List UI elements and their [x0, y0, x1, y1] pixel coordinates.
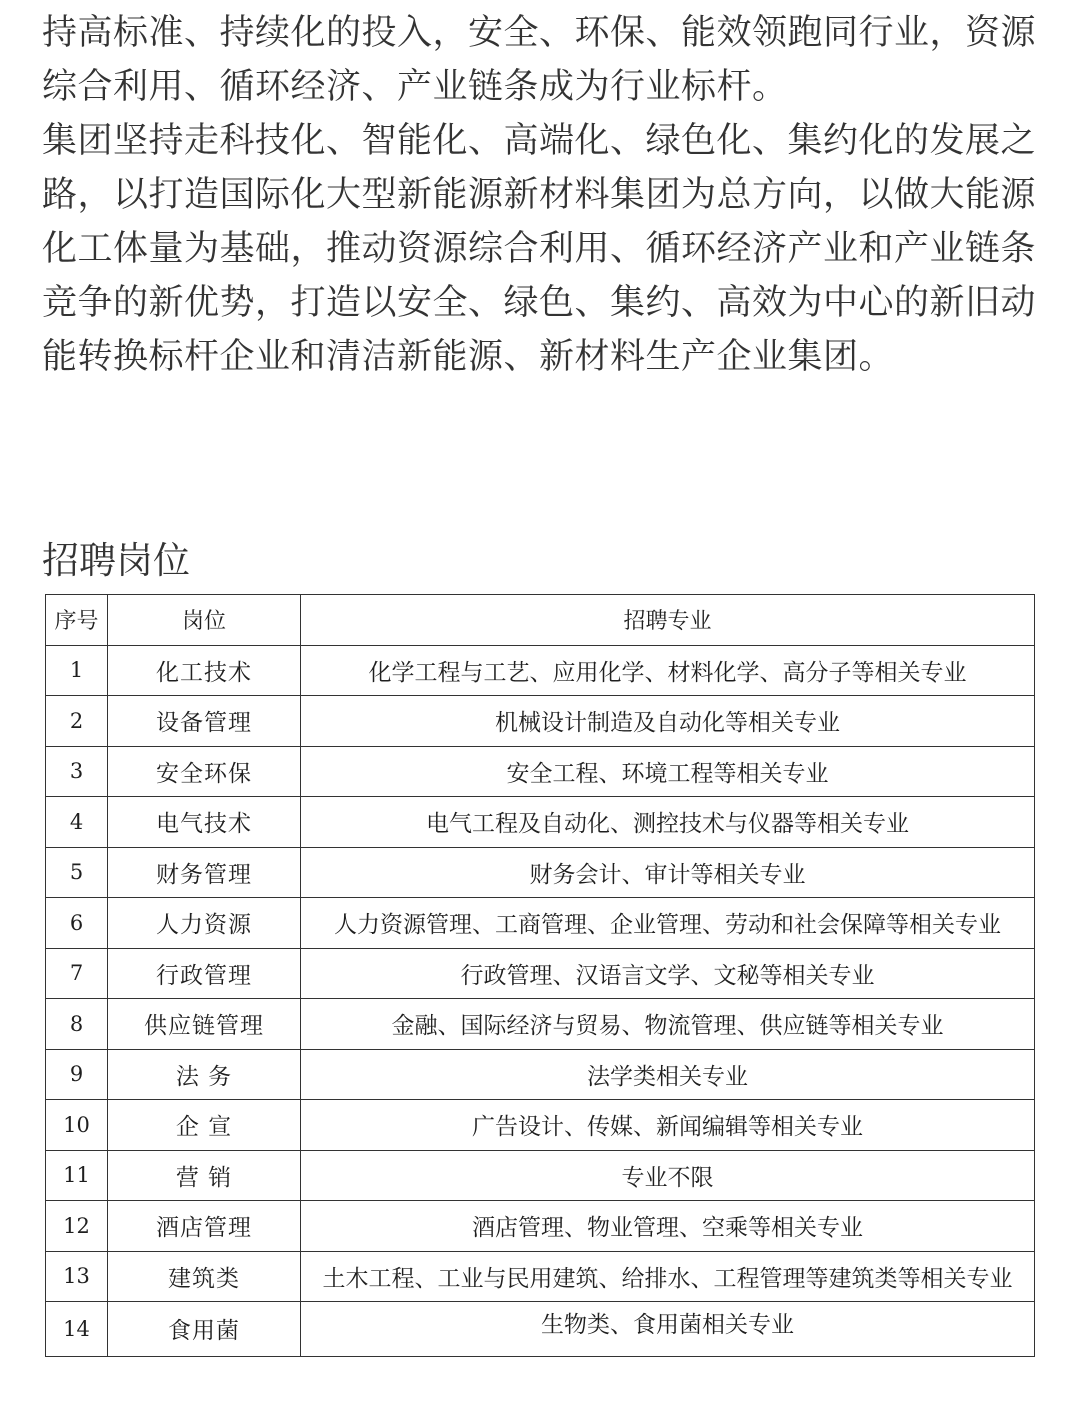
- row-number: 13: [46, 1251, 108, 1302]
- row-number: 1: [46, 645, 108, 696]
- row-major: 机械设计制造及自动化等相关专业: [301, 696, 1035, 747]
- row-major: 财务会计、审计等相关专业: [301, 847, 1035, 898]
- header-major: 招聘专业: [301, 595, 1035, 646]
- row-position: 酒店管理: [108, 1201, 301, 1252]
- row-number: 3: [46, 746, 108, 797]
- row-major: 安全工程、环境工程等相关专业: [301, 746, 1035, 797]
- row-number: 4: [46, 797, 108, 848]
- table-row: [46, 1201, 1035, 1252]
- recruitment-table: [45, 594, 1035, 1357]
- row-major: 法学类相关专业: [301, 1049, 1035, 1100]
- row-number: 11: [46, 1150, 108, 1201]
- intro-paragraph-1: 持高标准、持续化的投入，安全、环保、能效领跑同行业，资源综合利用、循环经济、产业链条成为行业标杆。: [42, 13, 1037, 107]
- table-row: [46, 645, 1035, 696]
- table-row: [46, 1100, 1035, 1151]
- row-position: 财务管理: [108, 847, 301, 898]
- header-serial-number: 序号: [46, 595, 108, 646]
- row-number: 10: [46, 1100, 108, 1151]
- row-position: 化工技术: [108, 645, 301, 696]
- row-number: 9: [46, 1049, 108, 1100]
- row-major: 土木工程、工业与民用建筑、给排水、工程管理等建筑类等相关专业: [301, 1251, 1035, 1302]
- row-position: 建筑类: [108, 1251, 301, 1302]
- row-major: 生物类、食用菌相关专业: [301, 1302, 1035, 1357]
- table-row: [46, 948, 1035, 999]
- table-row: [46, 696, 1035, 747]
- row-position: 食用菌: [108, 1302, 301, 1357]
- table-row: [46, 1150, 1035, 1201]
- row-position: 电气技术: [108, 797, 301, 848]
- row-position: 行政管理: [108, 948, 301, 999]
- row-number: 8: [46, 999, 108, 1050]
- row-number: 14: [46, 1302, 108, 1357]
- row-major: 行政管理、汉语言文学、文秘等相关专业: [301, 948, 1035, 999]
- section-title: 招聘岗位: [42, 539, 190, 582]
- row-position: 安全环保: [108, 746, 301, 797]
- table-row: [46, 898, 1035, 949]
- row-position: 供应链管理: [108, 999, 301, 1050]
- table-row: [46, 847, 1035, 898]
- table-header-row: [46, 595, 1035, 646]
- row-number: 7: [46, 948, 108, 999]
- row-major: 电气工程及自动化、测控技术与仪器等相关专业: [301, 797, 1035, 848]
- table-row: [46, 999, 1035, 1050]
- row-major: 化学工程与工艺、应用化学、材料化学、高分子等相关专业: [301, 645, 1035, 696]
- row-major: 专业不限: [301, 1150, 1035, 1201]
- row-number: 12: [46, 1201, 108, 1252]
- row-position: 营 销: [108, 1150, 301, 1201]
- row-number: 2: [46, 696, 108, 747]
- table-row: [46, 797, 1035, 848]
- table-row: [46, 1251, 1035, 1302]
- row-number: 5: [46, 847, 108, 898]
- row-major: 人力资源管理、工商管理、企业管理、劳动和社会保障等相关专业: [301, 898, 1035, 949]
- row-position: 设备管理: [108, 696, 301, 747]
- table-row: [46, 746, 1035, 797]
- table-row: [46, 1302, 1035, 1357]
- row-major: 酒店管理、物业管理、空乘等相关专业: [301, 1201, 1035, 1252]
- header-position: 岗位: [108, 595, 301, 646]
- table-row: [46, 1049, 1035, 1100]
- row-position: 法 务: [108, 1049, 301, 1100]
- row-position: 企 宣: [108, 1100, 301, 1151]
- row-major: 广告设计、传媒、新闻编辑等相关专业: [301, 1100, 1035, 1151]
- intro-text: [42, 6, 1042, 384]
- intro-paragraph-2: 集团坚持走科技化、智能化、高端化、绿色化、集约化的发展之路，以打造国际化大型新能源新材料集团为总方向，以做大能源化工体量为基础，推动资源综合利用、循环经济产业和产业链条竞争的新优势，打造以安全、绿色、集约、高效为中心的新旧动能转换标杆企业和清洁新能源、新材料生产企业集团。: [42, 121, 1037, 377]
- row-number: 6: [46, 898, 108, 949]
- row-position: 人力资源: [108, 898, 301, 949]
- row-major: 金融、国际经济与贸易、物流管理、供应链等相关专业: [301, 999, 1035, 1050]
